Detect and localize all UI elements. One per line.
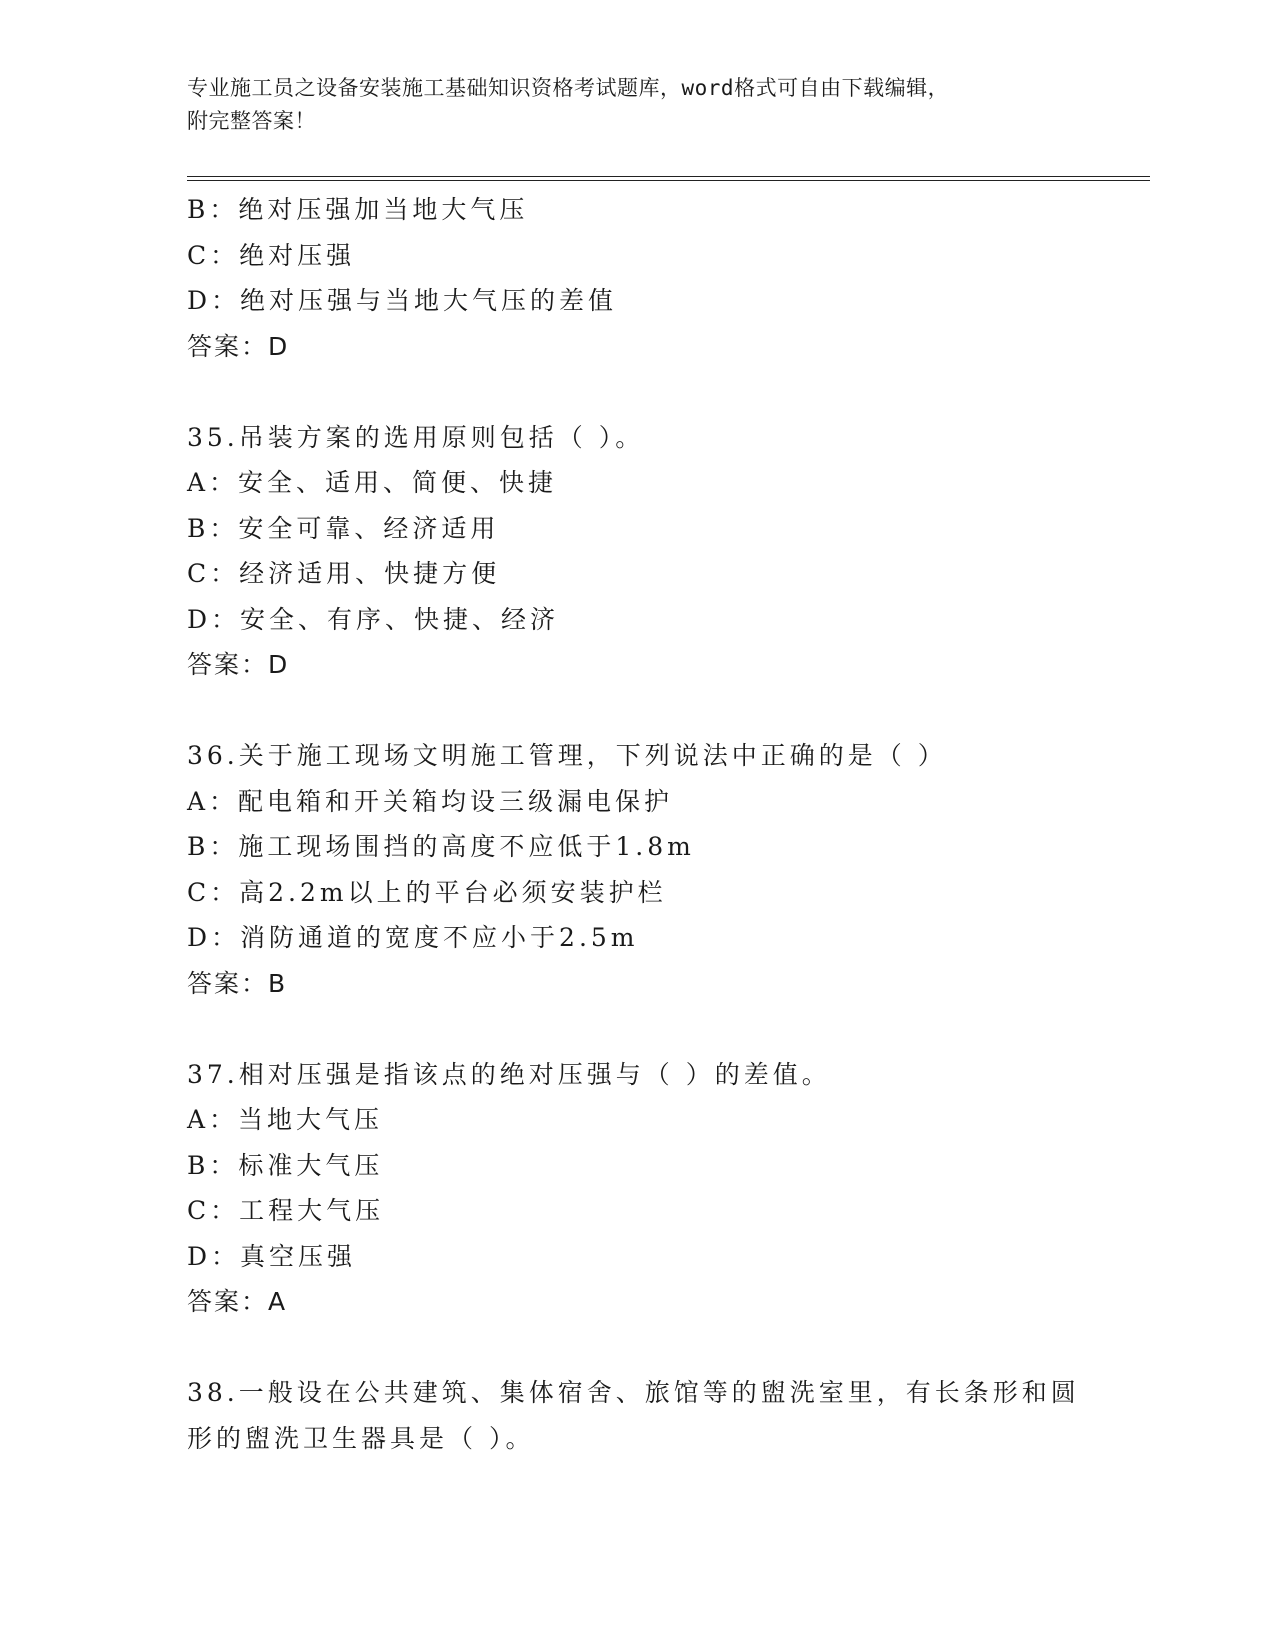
header-line-2: 附完整答案！: [187, 109, 316, 133]
question-text-line-1: 38.一般设在公共建筑、集体宿舍、旅馆等的盥洗室里，有长条形和圆: [187, 1378, 1080, 1407]
question-block-38: [187, 1370, 1150, 1461]
spacer: [187, 1006, 1150, 1052]
spacer: [187, 688, 1150, 734]
question-text-line-2: 形的盥洗卫生器具是（ ）。: [187, 1423, 535, 1453]
question-block-34-tail: [187, 187, 1150, 369]
option-b: B：绝对压强加当地大气压: [187, 195, 529, 224]
spacer: [187, 1325, 1150, 1371]
option-d: D：安全、有序、快捷、经济: [187, 604, 560, 634]
question-block-35: [187, 415, 1150, 688]
option-c: C：绝对压强: [187, 240, 356, 270]
answer-label: 答案：B: [187, 968, 288, 998]
document-header: [187, 72, 1067, 138]
option-c: C：高2.2m以上的平台必须安装护栏: [187, 877, 667, 907]
option-b: B：施工现场围挡的高度不应低于1.8m: [187, 832, 695, 861]
question-text: 36.关于施工现场文明施工管理，下列说法中正确的是（ ）: [187, 741, 947, 770]
question-text: 35.吊装方案的选用原则包括（ ）。: [187, 422, 645, 452]
option-d: D：消防通道的宽度不应小于2.5m: [187, 923, 639, 952]
option-d: D：真空压强: [187, 1241, 357, 1271]
question-block-37: [187, 1052, 1150, 1325]
answer-label: 答案：D: [187, 331, 290, 361]
question-list: [187, 187, 1150, 1461]
answer-label: 答案：D: [187, 650, 290, 679]
spacer: [187, 369, 1150, 415]
option-c: C：工程大气压: [187, 1196, 385, 1225]
option-a: A：配电箱和开关箱均设三级漏电保护: [187, 786, 674, 816]
option-d: D：绝对压强与当地大气压的差值: [187, 286, 618, 315]
option-b: B：标准大气压: [187, 1150, 384, 1180]
header-divider-top: [187, 176, 1150, 177]
question-block-36: [187, 733, 1150, 1006]
option-a: A：安全、适用、简便、快捷: [187, 468, 558, 497]
header-divider-bottom: [187, 180, 1150, 181]
header-line-1: 专业施工员之设备安装施工基础知识资格考试题库，word格式可自由下载编辑，: [187, 76, 950, 100]
question-text: 37.相对压强是指该点的绝对压强与（ ）的差值。: [187, 1059, 831, 1089]
option-a: A：当地大气压: [187, 1105, 384, 1134]
answer-label: 答案：A: [187, 1287, 288, 1316]
option-c: C：经济适用、快捷方便: [187, 559, 501, 588]
option-b: B：安全可靠、经济适用: [187, 513, 500, 543]
